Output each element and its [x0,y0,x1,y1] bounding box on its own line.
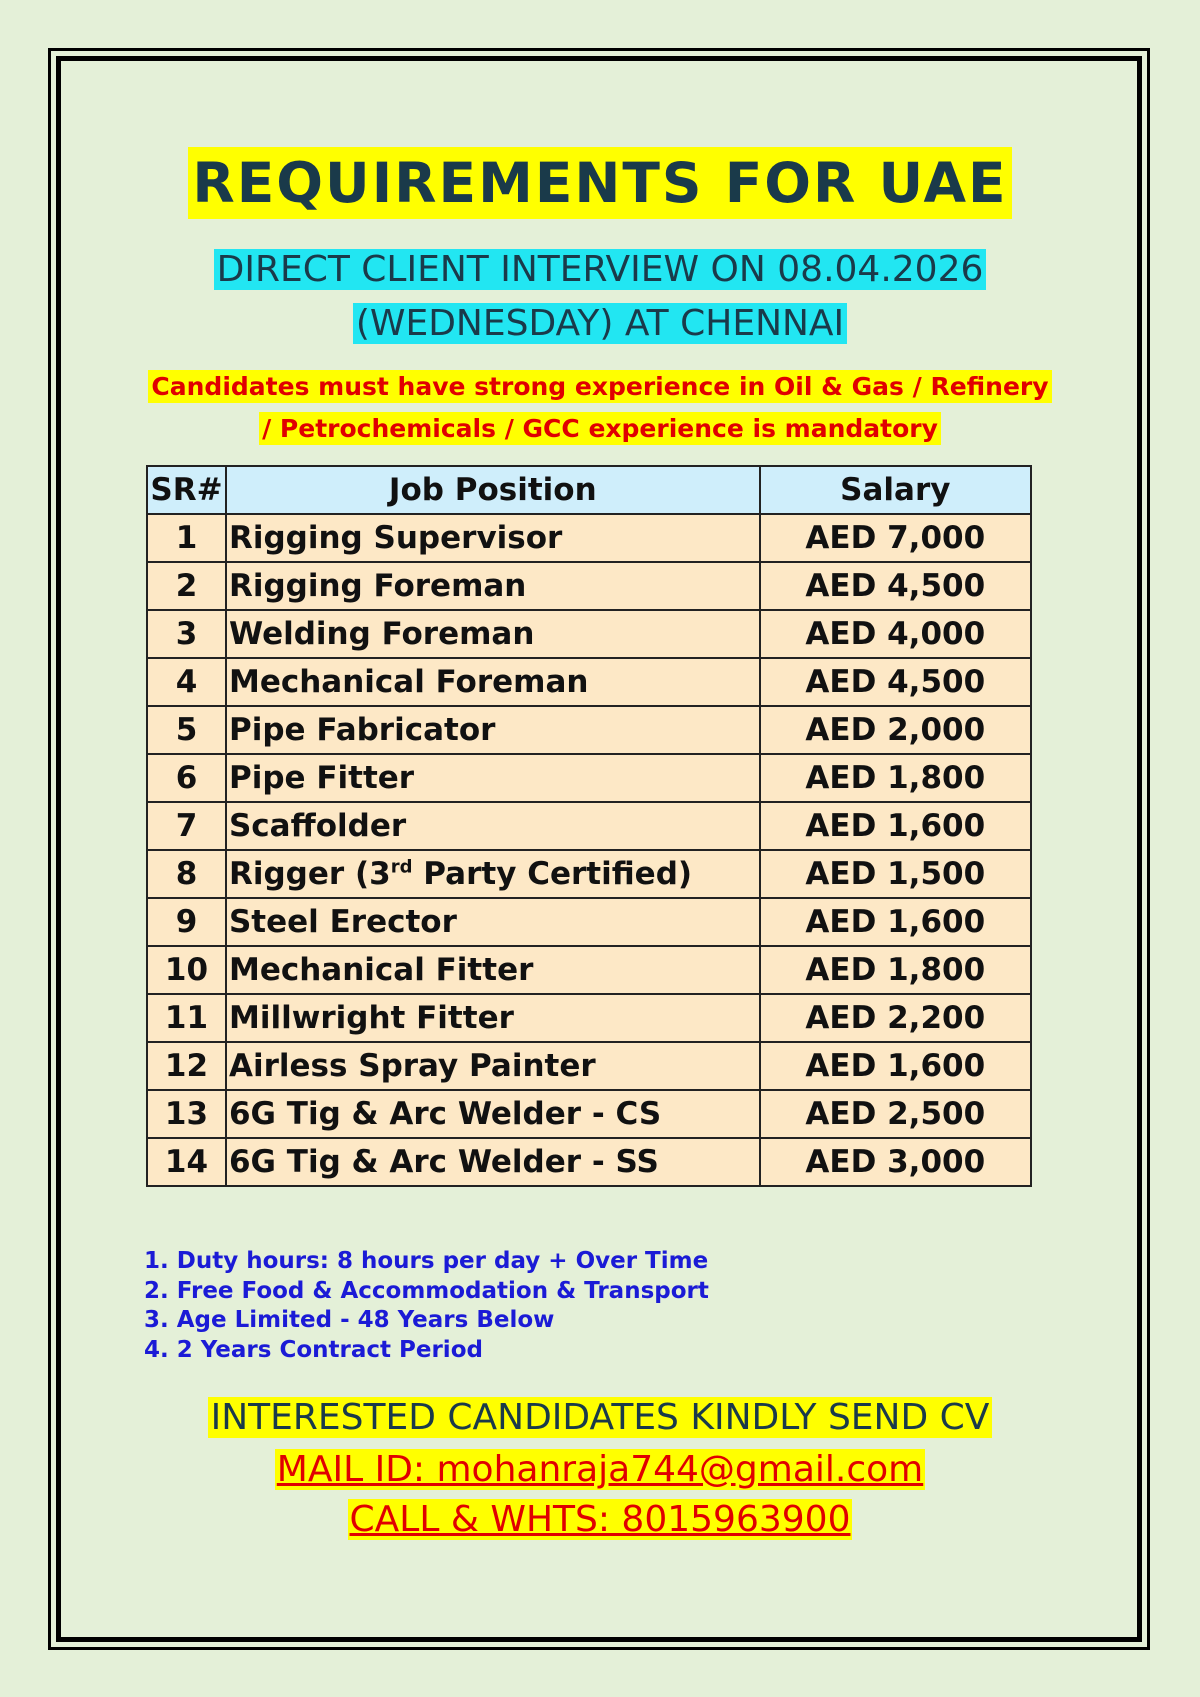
warning-text-2: / Petrochemicals / GCC experience is mandatory [259,412,941,445]
table-row [147,706,1031,754]
row-sr: 4 [147,658,226,706]
subtitle-text-1: DIRECT CLIENT INTERVIEW ON 08.04.2026 [214,249,987,290]
note-item: 2. Free Food & Accommodation & Transport [144,1277,709,1304]
call-line [0,1495,1200,1545]
header-job-position: Job Position [226,466,760,514]
row-sr: 7 [147,802,226,850]
table-row [147,1138,1031,1186]
table-row [147,610,1031,658]
row-position: Steel Erector [226,898,760,946]
row-sr: 13 [147,1090,226,1138]
note-item: 4. 2 Years Contract Period [144,1336,483,1363]
call-text[interactable]: CALL & WHTS: 8015963900 [349,1499,851,1540]
row-salary: AED 4,000 [760,610,1031,658]
row-salary: AED 1,600 [760,898,1031,946]
row-sr: 8 [147,850,226,898]
note-item: 1. Duty hours: 8 hours per day + Over Time [144,1248,709,1274]
row-salary: AED 1,600 [760,1042,1031,1090]
cta-line [0,1392,1200,1444]
row-salary: AED 2,000 [760,706,1031,754]
subtitle-text-2: (WEDNESDAY) AT CHENNAI [353,303,847,344]
mail-line [0,1445,1200,1495]
row-sr: 11 [147,994,226,1042]
row-position [226,850,760,898]
table-row [147,1090,1031,1138]
note-item: 3. Age Limited - 48 Years Below [144,1307,555,1333]
header-sr: SR# [147,466,226,514]
table-row [147,994,1031,1042]
table-row [147,850,1031,898]
notes-list [144,1247,709,1365]
subtitle-line-1 [0,242,1200,298]
table-row [147,754,1031,802]
row-position-pre: Rigger (3 [228,856,391,892]
table-header-row [147,466,1031,514]
row-salary: AED 2,200 [760,994,1031,1042]
row-sr: 12 [147,1042,226,1090]
job-table [146,465,1032,1187]
row-position: Rigging Foreman [226,562,760,610]
row-sr: 6 [147,754,226,802]
row-position: Scaffolder [226,802,760,850]
row-salary: AED 1,800 [760,754,1031,802]
row-position: Mechanical Fitter [226,946,760,994]
row-sr: 10 [147,946,226,994]
row-position: Rigging Supervisor [226,514,760,562]
row-sr: 2 [147,562,226,610]
table-row [147,898,1031,946]
page-title: REQUIREMENTS FOR UAE [188,147,1011,219]
row-sr: 9 [147,898,226,946]
subtitle-line-2 [0,296,1200,352]
table-row [147,514,1031,562]
row-sr: 1 [147,514,226,562]
row-position: Welding Foreman [226,610,760,658]
row-salary: AED 4,500 [760,562,1031,610]
warning-text-1: Candidates must have strong experience in Oil & Gas / Refinery [148,370,1051,403]
row-salary: AED 2,500 [760,1090,1031,1138]
row-position: Pipe Fabricator [226,706,760,754]
row-position: 6G Tig & Arc Welder - CS [226,1090,760,1138]
table-row [147,946,1031,994]
table-row [147,1042,1031,1090]
mail-text[interactable]: MAIL ID: mohanraja744@gmail.com [276,1449,924,1490]
table-row [147,802,1031,850]
page-title-block [0,144,1200,222]
header-salary: Salary [760,466,1031,514]
row-salary: AED 3,000 [760,1138,1031,1186]
row-sr: 14 [147,1138,226,1186]
table-row [147,658,1031,706]
row-sr: 3 [147,610,226,658]
row-position: Mechanical Foreman [226,658,760,706]
row-sr: 5 [147,706,226,754]
row-position: Airless Spray Painter [226,1042,760,1090]
warning-line-1 [0,366,1200,408]
row-position-post: Party Certified) [412,856,693,892]
row-position-sup: rd [390,856,413,878]
row-salary: AED 7,000 [760,514,1031,562]
warning-line-2 [0,408,1200,450]
row-position: Pipe Fitter [226,754,760,802]
row-salary: AED 4,500 [760,658,1031,706]
table-row [147,562,1031,610]
row-salary: AED 1,800 [760,946,1031,994]
row-position: Millwright Fitter [226,994,760,1042]
row-salary: AED 1,500 [760,850,1031,898]
cta-text: INTERESTED CANDIDATES KINDLY SEND CV [208,1397,993,1438]
row-salary: AED 1,600 [760,802,1031,850]
row-position: 6G Tig & Arc Welder - SS [226,1138,760,1186]
